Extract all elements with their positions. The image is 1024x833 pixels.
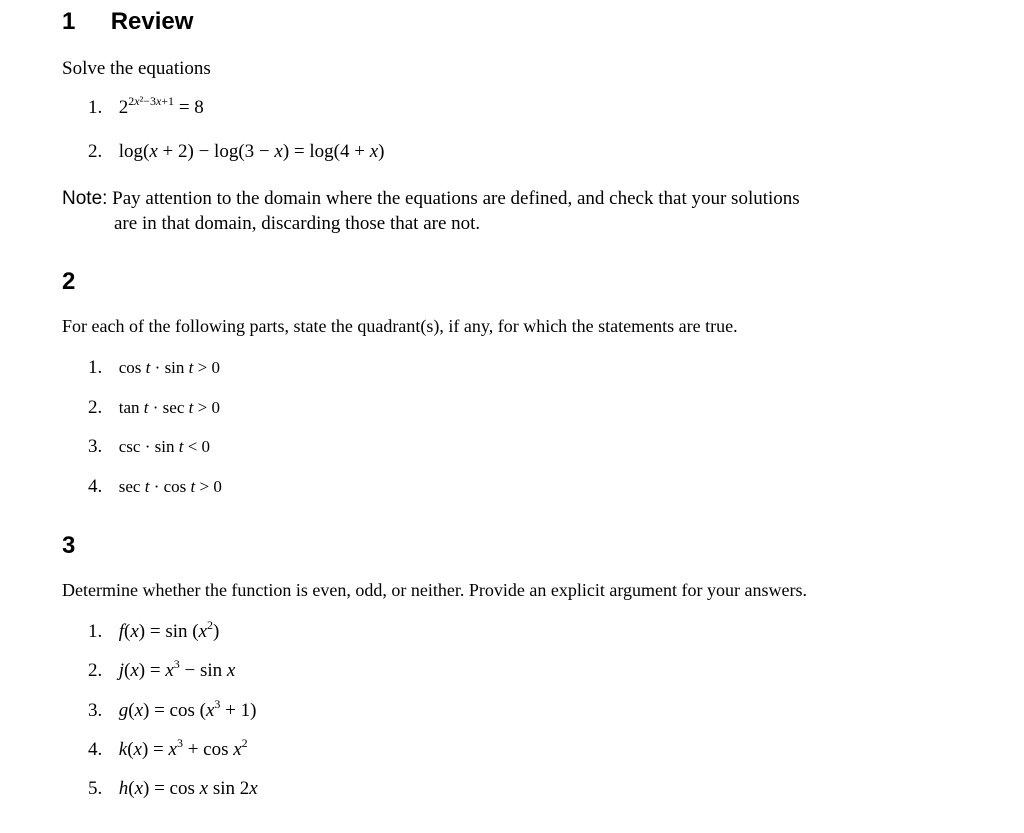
item-label: 2. <box>88 141 103 162</box>
function-4 <box>88 736 248 761</box>
item-label: 4. <box>88 476 103 497</box>
statement-4 <box>88 476 222 498</box>
item-label: 1. <box>88 97 103 118</box>
item-label: 2. <box>88 660 103 681</box>
section-2-intro: For each of the following parts, state the quadrant(s), if any, for which the statements are true. <box>62 316 738 336</box>
math-expression: $g(x) = \cos (x^3 + 1)$ <box>118 697 257 721</box>
statement-2 <box>88 397 220 419</box>
section-1-intro: Solve the equations <box>62 58 211 79</box>
math-expression: $f(x) = \sin (x^2)$ <box>118 618 220 642</box>
math-expression: csc · sin t < 0 <box>118 437 211 456</box>
note-block <box>62 186 962 236</box>
section-2-heading <box>62 268 75 296</box>
item-label: 1. <box>88 357 103 378</box>
math-expression: sec t · cos t > 0 <box>118 477 222 496</box>
note-text-line-2: are in that domain, discarding those that are not. <box>114 213 481 234</box>
item-label: 4. <box>88 739 103 760</box>
section-3-heading <box>62 532 75 560</box>
item-label: 2. <box>88 397 103 418</box>
math-expression: log(x + 2) − log(3 − x) = log(4 + x) <box>118 141 385 162</box>
note-text-line-1: Pay attention to the domain where the equations are defined, and check that your solutions <box>112 188 800 209</box>
math-expression: cos t · sin t > 0 <box>118 358 220 377</box>
math-expression: tan t · sec t > 0 <box>118 398 220 417</box>
item-label: 3. <box>88 700 103 721</box>
section-3-intro: Determine whether the function is even, odd, or neither. Provide an explicit argument for your answers. <box>62 580 807 600</box>
function-5 <box>88 778 258 800</box>
function-1 <box>88 618 220 643</box>
math-expression: $j(x) = x^3 - \sin x$ <box>118 657 236 681</box>
note-label: Note: <box>62 188 108 209</box>
math-expression: $2^{2x^2-3x+1} = 8$ <box>118 94 204 118</box>
function-3 <box>88 697 257 722</box>
section-title: Review <box>110 8 194 35</box>
equation-1 <box>88 94 204 119</box>
section-number: 3 <box>62 532 76 559</box>
item-label: 1. <box>88 621 103 642</box>
equation-2 <box>88 141 384 163</box>
statement-3 <box>88 436 210 458</box>
item-label: 5. <box>88 778 103 799</box>
section-number: 1 <box>62 8 76 35</box>
math-expression: $k(x) = x^3 + \cos x^2$ <box>118 736 248 760</box>
section-number: 2 <box>62 268 76 295</box>
section-1-heading <box>62 8 193 36</box>
function-2 <box>88 657 236 682</box>
statement-1 <box>88 357 220 379</box>
math-expression: h(x) = cos x sin 2x <box>118 778 258 799</box>
item-label: 3. <box>88 436 103 457</box>
